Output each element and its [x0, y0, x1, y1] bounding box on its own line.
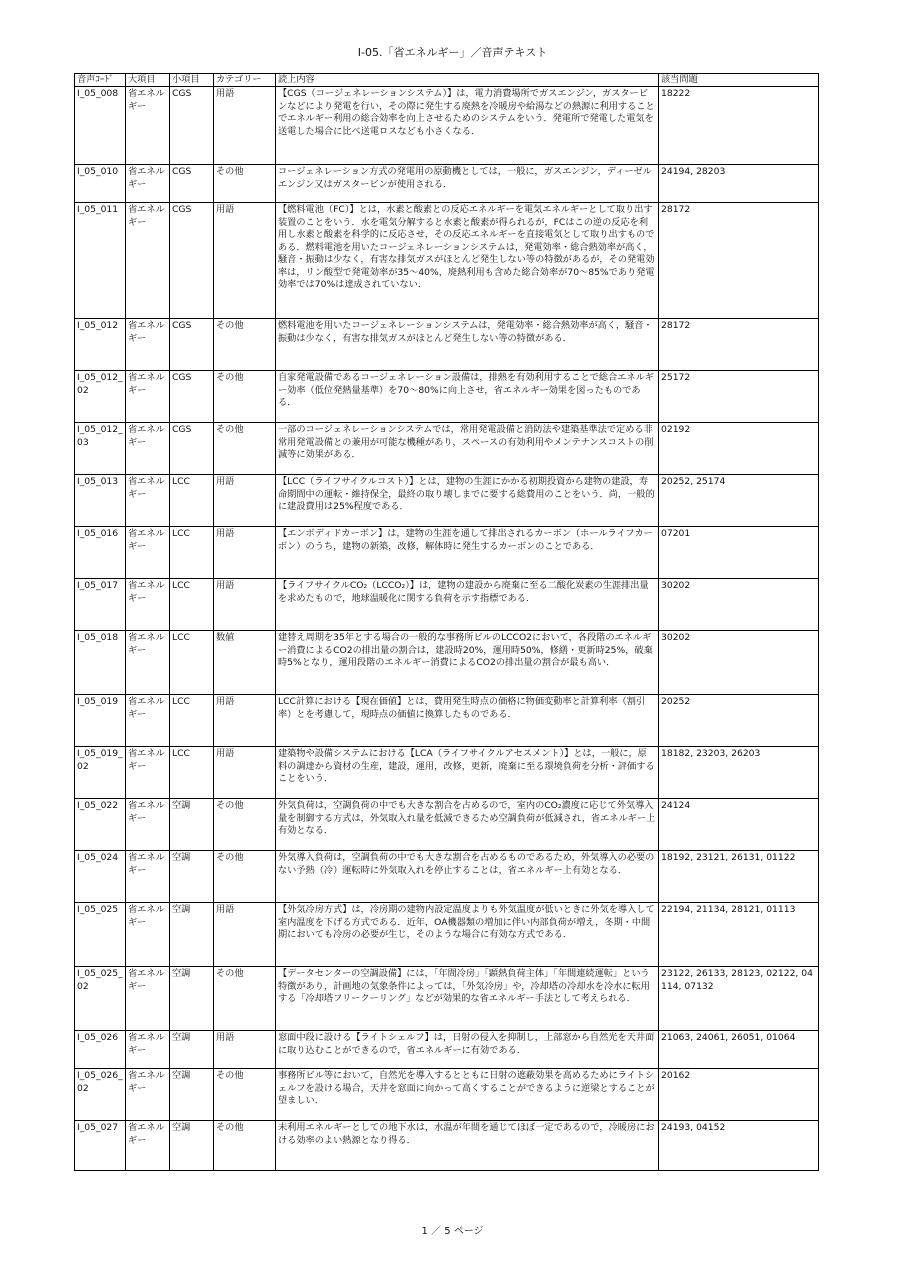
- cell-major: 省エネルギー: [126, 747, 170, 799]
- cell-questions: 24124: [659, 799, 819, 851]
- cell-major: 省エネルギー: [126, 1069, 170, 1121]
- cell-minor: CGS: [170, 319, 214, 371]
- table-row: [75, 851, 819, 903]
- cell-minor: 空調: [170, 1121, 214, 1171]
- cell-code: Ⅰ_05_012: [75, 319, 126, 371]
- table-row: [75, 165, 819, 203]
- cell-text: 外気導入負荷は，空調負荷の中でも大きな割合を占めるものであるため，外気導入の必要のない予熱（冷）運転時に外気取入れを停止することは，省エネルギー上有効となる．: [276, 851, 659, 903]
- cell-minor: 空調: [170, 903, 214, 967]
- cell-text: 自家発電設備であるコージェネレーション設備は，排熱を有効利用することで総合エネルギー効率（低位発熱量基準）を70～80%に向上させ，省エネルギー効果を図ったものである．: [276, 371, 659, 423]
- cell-category: 用語: [214, 475, 276, 527]
- cell-category: 用語: [214, 203, 276, 319]
- cell-text: 【CGS（コージェネレーションシステム）】は，電力消費場所でガスエンジン，ガスタービンなどにより発電を行い，その際に発生する廃熱を冷暖房や給湯などの熱源に利用することでエネルギー利用の総合効率を向上させるためのシステムをいう．発電所で発電した電気を送電した場合に比べ送電ロスなども小さくなる．: [276, 87, 659, 165]
- cell-category: その他: [214, 851, 276, 903]
- cell-minor: 空調: [170, 799, 214, 851]
- table-body: [75, 87, 819, 1171]
- question-table: [74, 73, 819, 1171]
- cell-category: 用語: [214, 87, 276, 165]
- header-category: カテゴリー: [214, 74, 276, 87]
- cell-code: Ⅰ_05_026: [75, 1031, 126, 1069]
- cell-major: 省エネルギー: [126, 1031, 170, 1069]
- cell-category: 用語: [214, 747, 276, 799]
- cell-minor: LCC: [170, 631, 214, 695]
- cell-text: 【ライフサイクルCO₂（LCCO₂）】は，建物の建設から廃棄に至る二酸化炭素の生涯排出量を求めたもので，地球温暖化に関する負荷を示す指標である．: [276, 579, 659, 631]
- cell-code: Ⅰ_05_024: [75, 851, 126, 903]
- cell-questions: 20252, 25174: [659, 475, 819, 527]
- cell-major: 省エネルギー: [126, 165, 170, 203]
- header-row: [75, 74, 819, 87]
- cell-questions: 30202: [659, 579, 819, 631]
- table-row: [75, 1069, 819, 1121]
- cell-minor: CGS: [170, 203, 214, 319]
- table-row: [75, 203, 819, 319]
- cell-minor: 空調: [170, 967, 214, 1031]
- cell-code: Ⅰ_05_008: [75, 87, 126, 165]
- cell-minor: CGS: [170, 165, 214, 203]
- cell-text: LCC計算における【現在価値】とは，費用発生時点の価格に物価変動率と計算利率（割引率）とを考慮して，現時点の価値に換算したものである．: [276, 695, 659, 747]
- cell-code: Ⅰ_05_022: [75, 799, 126, 851]
- cell-minor: LCC: [170, 579, 214, 631]
- table-row: [75, 799, 819, 851]
- cell-code: Ⅰ_05_016: [75, 527, 126, 579]
- cell-minor: 空調: [170, 851, 214, 903]
- cell-questions: 02192: [659, 423, 819, 475]
- cell-questions: 23122, 26133, 28123, 02122, 04114, 07132: [659, 967, 819, 1031]
- cell-minor: LCC: [170, 527, 214, 579]
- cell-questions: 18222: [659, 87, 819, 165]
- cell-category: 用語: [214, 1031, 276, 1069]
- table-row: [75, 87, 819, 165]
- cell-questions: 20252: [659, 695, 819, 747]
- table-row: [75, 747, 819, 799]
- cell-major: 省エネルギー: [126, 695, 170, 747]
- cell-code: Ⅰ_05_019_02: [75, 747, 126, 799]
- cell-text: 未利用エネルギーとしての地下水は，水温が年間を通じてほぼ一定であるので，冷暖房における効率のよい熱源となり得る．: [276, 1121, 659, 1171]
- cell-code: Ⅰ_05_017: [75, 579, 126, 631]
- header-major: 大項目: [126, 74, 170, 87]
- cell-category: その他: [214, 423, 276, 475]
- cell-category: 用語: [214, 903, 276, 967]
- cell-minor: 空調: [170, 1031, 214, 1069]
- header-minor: 小項目: [170, 74, 214, 87]
- cell-text: 外気負荷は，空調負荷の中でも大きな割合を占めるので，室内のCO₂濃度に応じて外気導入量を制御する方式は，外気取入れ量を低減できるため空調負荷が低減され，省エネルギー上有効となる．: [276, 799, 659, 851]
- table-row: [75, 695, 819, 747]
- cell-code: Ⅰ_05_027: [75, 1121, 126, 1171]
- table-row: [75, 371, 819, 423]
- cell-major: 省エネルギー: [126, 799, 170, 851]
- cell-major: 省エネルギー: [126, 371, 170, 423]
- cell-code: Ⅰ_05_010: [75, 165, 126, 203]
- cell-text: 事務所ビル等において，自然光を導入するとともに日射の遮蔽効果を高めるためにライトシェルフを設ける場合，天井を窓面に向かって高くすることができるように逆梁とすることが望ましい．: [276, 1069, 659, 1121]
- cell-category: その他: [214, 1069, 276, 1121]
- cell-major: 省エネルギー: [126, 475, 170, 527]
- page-number: 1 ／ 5 ページ: [421, 1226, 484, 1237]
- table-row: [75, 1031, 819, 1069]
- cell-questions: 20162: [659, 1069, 819, 1121]
- table-row: [75, 579, 819, 631]
- cell-category: その他: [214, 319, 276, 371]
- cell-code: Ⅰ_05_025: [75, 903, 126, 967]
- cell-minor: LCC: [170, 747, 214, 799]
- cell-category: その他: [214, 967, 276, 1031]
- cell-questions: 30202: [659, 631, 819, 695]
- cell-code: Ⅰ_05_012_03: [75, 423, 126, 475]
- cell-text: 【エンボディドカーボン】は，建物の生涯を通して排出されるカーボン（ホールライフカーボン）のうち，建物の新築，改修，解体時に発生するカーボンのことである．: [276, 527, 659, 579]
- cell-major: 省エネルギー: [126, 1121, 170, 1171]
- cell-text: 【外気冷房方式】は，冷房期の建物内設定温度よりも外気温度が低いときに外気を導入して室内温度を下げる方式である．近年，OA機器類の増加に伴い内部負荷が増え，冬期・中間期においても冷房の必要が生じ，そのような場合に有効な方式である．: [276, 903, 659, 967]
- cell-category: その他: [214, 371, 276, 423]
- table-row: [75, 319, 819, 371]
- cell-questions: 21063, 24061, 26051, 01064: [659, 1031, 819, 1069]
- cell-category: 用語: [214, 695, 276, 747]
- cell-text: 建築物や設備システムにおける【LCA（ライフサイクルアセスメント）】とは，一般に，原料の調達から資材の生産，建設，運用，改修，更新，廃棄に至る環境負荷を分析・評価することをいう．: [276, 747, 659, 799]
- cell-major: 省エネルギー: [126, 851, 170, 903]
- cell-text: 燃料電池を用いたコージェネレーションシステムは，発電効率・総合熱効率が高く，騒音・振動は少なく，有害な排気ガスがほとんど発生しない等の特徴がある．: [276, 319, 659, 371]
- cell-code: Ⅰ_05_026_02: [75, 1069, 126, 1121]
- cell-major: 省エネルギー: [126, 579, 170, 631]
- table-row: [75, 527, 819, 579]
- table-row: [75, 631, 819, 695]
- cell-text: 【LCC（ライフサイクルコスト）】とは，建物の生涯にかかる初期投資から建物の建設，寿命期間中の運転・維持保全，最終の取り壊しまでに要する総費用のことをいう．尚，一般的に建設費用は25%程度である．: [276, 475, 659, 527]
- cell-questions: 24194, 28203: [659, 165, 819, 203]
- cell-major: 省エネルギー: [126, 967, 170, 1031]
- cell-major: 省エネルギー: [126, 903, 170, 967]
- cell-major: 省エネルギー: [126, 423, 170, 475]
- header-code: 音声ｺｰﾄﾞ: [75, 74, 126, 87]
- cell-minor: CGS: [170, 87, 214, 165]
- cell-code: Ⅰ_05_012_02: [75, 371, 126, 423]
- table-row: [75, 967, 819, 1031]
- cell-text: 建替え周期を35年とする場合の一般的な事務所ビルのLCCO2において，各段階のエネルギー消費によるCO2の排出量の割合は，建設時20%，運用時50%，修繕・更新時25%，破棄時5%となり，運用段階のエネルギー消費によるCO2の排出量の割合が最も高い．: [276, 631, 659, 695]
- cell-major: 省エネルギー: [126, 203, 170, 319]
- header-text: 読上内容: [276, 74, 659, 87]
- cell-major: 省エネルギー: [126, 319, 170, 371]
- table-row: [75, 475, 819, 527]
- cell-minor: LCC: [170, 475, 214, 527]
- cell-text: 窓面中段に設ける【ライトシェルフ】は，日射の侵入を抑制し，上部窓から自然光を天井面に取り込むことができるので，省エネルギーに有効である．: [276, 1031, 659, 1069]
- cell-text: コージェネレーション方式の発電用の原動機としては，一般に，ガスエンジン，ディーゼルエンジン又はガスタービンが使用される．: [276, 165, 659, 203]
- cell-questions: 22194, 21134, 28121, 01113: [659, 903, 819, 967]
- cell-questions: 25172: [659, 371, 819, 423]
- cell-text: 一部のコージェネレーションシステムでは，常用発電設備と消防法や建築基準法で定める非常用発電設備との兼用が可能な機種があり，スペースの有効利用やメンテナンスコストの削減等に効果がある．: [276, 423, 659, 475]
- cell-questions: 07201: [659, 527, 819, 579]
- cell-code: Ⅰ_05_018: [75, 631, 126, 695]
- cell-minor: 空調: [170, 1069, 214, 1121]
- cell-category: 数値: [214, 631, 276, 695]
- cell-major: 省エネルギー: [126, 631, 170, 695]
- cell-code: Ⅰ_05_025_02: [75, 967, 126, 1031]
- table-row: [75, 423, 819, 475]
- cell-text: 【データセンターの空調設備】には，「年間冷房」「顕熱負荷主体」「年間連続運転」という特徴があり，計画地の気象条件によっては，「外気冷房」や，冷却塔の冷却水を冷水に転用する「冷却塔フリークーリング」などが効果的な省エネルギー手法として考えられる．: [276, 967, 659, 1031]
- table-row: [75, 903, 819, 967]
- page-title: Ⅰ-05.「省エネルギー」／音声テキスト: [357, 46, 548, 59]
- cell-code: Ⅰ_05_011: [75, 203, 126, 319]
- cell-category: 用語: [214, 579, 276, 631]
- cell-category: その他: [214, 799, 276, 851]
- cell-code: Ⅰ_05_013: [75, 475, 126, 527]
- cell-major: 省エネルギー: [126, 527, 170, 579]
- cell-category: 用語: [214, 527, 276, 579]
- cell-minor: CGS: [170, 371, 214, 423]
- cell-minor: CGS: [170, 423, 214, 475]
- cell-text: 【燃料電池（FC）】とは，水素と酸素との反応エネルギーを電気エネルギーとして取り出す装置のことをいう．水を電気分解すると水素と酸素が得られるが，FCはこの逆の反応を利用し水素と酸素を科学的に反応させ，その反応エネルギーを直接電気として取り出すものである．燃料電池を用いたコージェネレーションシステムは，発電効率・総合熱効率が高く，騒音・振動は少なく，有害な排気ガスがほとんど発生しない等の特徴があるが，その発電効率は，リン酸型で発電効率が35～40%，廃熱利用も含めた総合効率が70～85%であり発電効率では70%は達成されていない．: [276, 203, 659, 319]
- header-questions: 該当問題: [659, 74, 819, 87]
- cell-questions: 24193, 04152: [659, 1121, 819, 1171]
- cell-major: 省エネルギー: [126, 87, 170, 165]
- cell-minor: LCC: [170, 695, 214, 747]
- cell-questions: 28172: [659, 203, 819, 319]
- cell-category: その他: [214, 1121, 276, 1171]
- cell-category: その他: [214, 165, 276, 203]
- cell-code: Ⅰ_05_019: [75, 695, 126, 747]
- cell-questions: 28172: [659, 319, 819, 371]
- table-row: [75, 1121, 819, 1171]
- cell-questions: 18182, 23203, 26203: [659, 747, 819, 799]
- cell-questions: 18192, 23121, 26131, 01122: [659, 851, 819, 903]
